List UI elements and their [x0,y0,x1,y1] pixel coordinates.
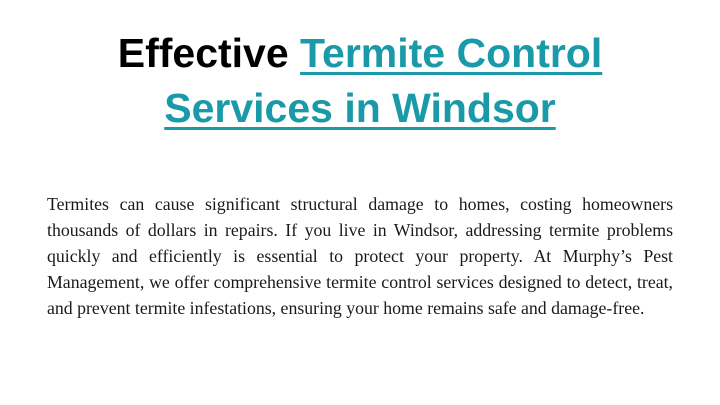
title-prefix: Effective [117,30,301,76]
body-paragraph: Termites can cause significant structural damage to homes, costing homeowners thousands of dollars in repairs. If you live in Windsor, addressing termite problems quickly and efficiently is essential to protect your property. At Murphy’s Pest Management, we offer comprehensive termite control services designed to detect, treat, and prevent termite infestations, ensuring your home remains safe and damage-free. [47,194,673,319]
page-title [40,26,680,136]
title-link[interactable]: Termite Control Services in Windsor [164,30,603,131]
